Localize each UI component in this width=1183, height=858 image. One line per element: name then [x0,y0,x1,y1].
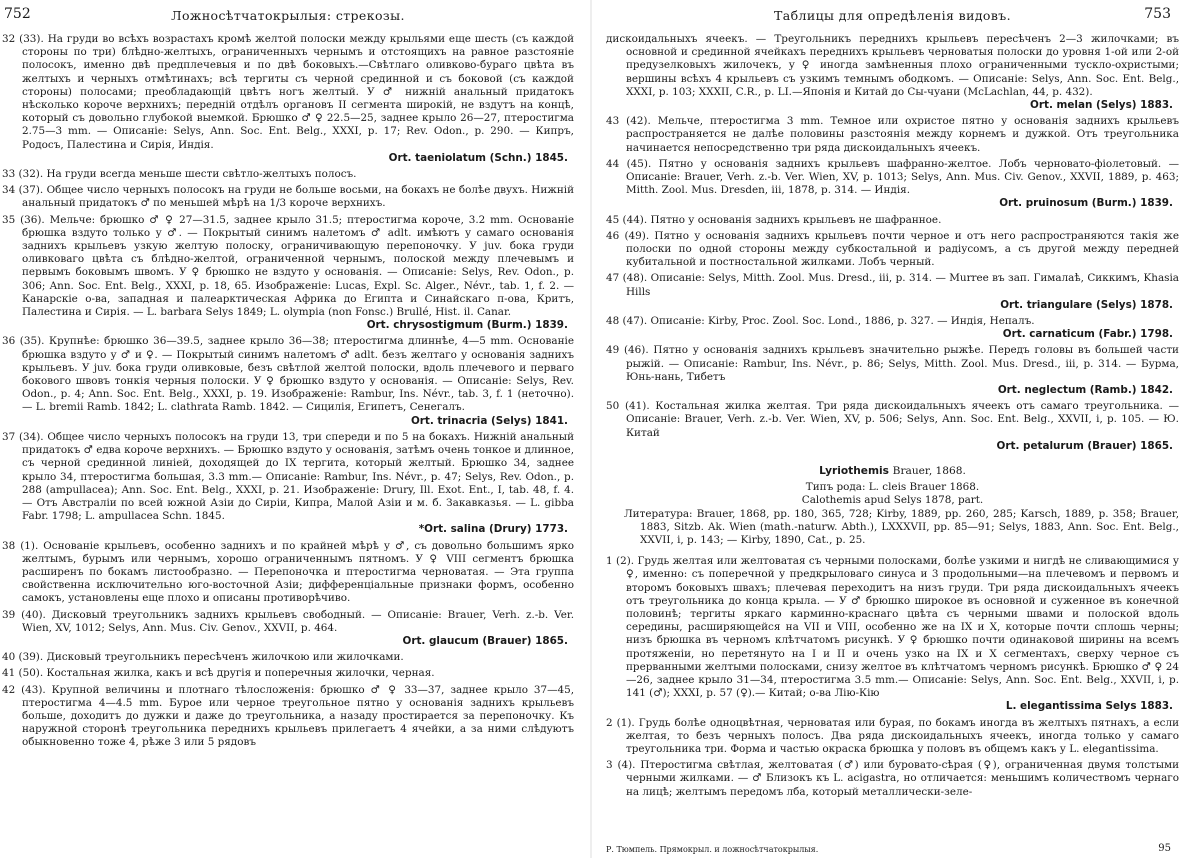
key-couplet: 33 (32). На груди всегда меньше шести свѣтло-желтыхъ полосъ. [2,168,357,181]
key-couplet: 35 (36). Мельче: брюшко ♂ ♀ 27—31.5, заднее крыло 31.5; птеростигма короче, 3.2 mm. Основаніе брюшка вздуто только у ♂. — Покрытый синимъ налетомъ ♂ adlt. имѣютъ у самаго основанія заднихъ крыльевъ узкую желтую полоску, ограничивающую перепоночку. У juv. бока груди оливковаго цвѣта съ блѣдно-желтой, ограниченной чернымъ, полоской между плечевымъ и первымъ боковымъ швомъ. У ♀ брюшко не вздуто у основанія. — Описаніе: Selys, Rev. Odon., p. 306; Ann. Soc. Ent. Belg., XXXI, p. 18, 65. Изображеніе: Lucas, Expl. Sc. Alger., Névr., tab. 1, f. 2. — Канарскіе о-ва, западная и палеарктическая Африка до Египта и Синайскаго п-ова, Критъ, Палестина и Сирія. — L. barbara Selys 1849; L. olympia (non Fonsc.) Brullé, Hist. il. Canar. [2,213,574,319]
species-name-line: Ort. petalurum (Brauer) 1865. [996,439,1173,452]
right-page-body-top [606,33,1179,453]
right-page-title: Таблицы для опредѣленія видовъ. [773,8,1011,23]
key-couplet: 40 (39). Дисковый треугольникъ пересѣченъ жилочкою или жилочками. [2,651,404,664]
species-name-line: Ort. pruinosum (Burm.) 1839. [999,197,1173,210]
footer-signature: Р. Тюмпель. Прямокрыл. и ложносѣтчатокрылыя. [606,845,819,854]
key-couplet: 3 (4). Птеростигма свѣтлая, желтоватая (♂) или буровато-сѣрая (♀), ограниченная двумя толстыми черными жилками. — ♂ Близокъ къ L. acigastra, но отличается: меньшимъ количествомъ чернаго на лицѣ; желтымъ передомъ лба, который металлически-зеле- [606,759,1179,798]
key-couplet: 38 (1). Основаніе крыльевъ, особенно заднихъ и по крайней мѣрѣ у ♂, съ довольно большимъ ярко желтымъ, бурымъ или чернымъ, хорошо ограниченнымъ пятномъ. У ♀ VIII сегментъ брюшка расширенъ по бокамъ листообразно. — Перепоночка и птеростигма черноватая. — Эта группа свойственна исключительно юго-восточной Азіи; дифференціальные признаки формъ, особенно самокъ, установлены еще плохо и описаны противорѣчиво. [2,539,574,605]
key-couplet: дискоидальныхъ ячеекъ. — Треугольникъ переднихъ крыльевъ пересѣченъ 2—3 жилочками; въ основной и срединной ячейкахъ переднихъ крыльевъ черноватыя полоски до уровня 1-ой или 2-ой предузелковыхъ жилочекъ, у ♀ иногда замѣненныя плохо ограниченными тускло-охристыми; вершины всѣхъ 4 крыльевъ съ узкимъ темнымъ ободкомъ. — Описаніе: Selys, Ann. Soc. Ent. Belg., XXXI, p. 103; XXXII, C.R., p. LI.—Японія и Китай до Сы-чуани (McLachlan, 44, p. 432). [606,33,1179,98]
genus-heading [606,465,1179,477]
left-page-title: Ложносѣтчатокрылыя: стрекозы. [171,8,405,23]
right-page [592,0,1183,858]
left-page-body [2,33,574,750]
key-couplet: 34 (37). Общее число черныхъ полосокъ на груди не больше восьми, на бокахъ не болѣе двухъ. Нижній анальный придатокъ ♂ по меньшей мѣрѣ на 1/3 короче верхнихъ. [2,184,574,210]
species-name-line: Ort. trinacria (Selys) 1841. [410,414,568,427]
key-couplet: 46 (49). Пятно у основанія заднихъ крыльевъ почти черное и отъ него распространяются такія же полоски по одной стороны между субкостальной и радіусомъ, а съ другой между передней кубитальной и постностальной жилками. Лобъ черный. [606,229,1179,269]
species-name-line: Ort. triangulare (Selys) 1878. [1000,298,1173,311]
key-couplet: 41 (50). Костальная жилка, какъ и всѣ другія и поперечныя жилочки, черная. [2,667,435,680]
species-name-line: Ort. melan (Selys) 1883. [1030,99,1173,112]
species-name-line: Ort. neglectum (Ramb.) 1842. [997,384,1173,397]
species-name-line: L. elegantissima Selys 1883. [1005,700,1173,713]
key-couplet: 42 (43). Крупной величины и плотнаго тѣлосложенія: брюшко ♂ ♀ 33—37, заднее крыло 37—45, птеростигма 4—4.5 mm. Бурое или черное треугольное пятно у основанія заднихъ крыльевъ больше, доходитъ до дужки и даже до треугольника, а назаду простирается за перепоночку. Къ наружной сторонѣ треугольника переднихъ крыльевъ прилегаетъ 4 ячейки, а за ними слѣдуютъ обыкновенно тоже 4, рѣже 3 или 5 рядовъ [2,683,574,749]
key-couplet: 50 (41). Костальная жилка желтая. Три ряда дискоидальныхъ ячеекъ отъ самаго треугольника. — Описаніе: Brauer, Verh. z.-b. Ver. Wien, XV, p. 506; Selys, Ann. Soc. Ent. Belg., XXVII, i, p. 105. — Ю. Китай [606,400,1179,439]
species-name-line: Ort. taeniolatum (Schn.) 1845. [388,151,568,164]
footer-sheet-number: 95 [1158,843,1171,854]
left-page-number: 752 [4,6,31,22]
key-couplet: 2 (1). Грудь болѣе одноцвѣтная, черноватая или бурая, по бокамъ иногда въ желтыхъ пятнахъ, а если желтая, то безъ черныхъ полосъ. Два ряда дискоидальныхъ ячеекъ, иногда только у самаго треугольника три. Форма и частью окраска брюшка у половъ въ общемъ какъ у L. elegantissima. [606,716,1179,755]
key-couplet: 37 (34). Общее число черныхъ полосокъ на груди 13, три спереди и по 5 на бокахъ. Нижній анальный придатокъ ♂ едва короче верхнихъ. — Брюшко вздуто у основанія, затѣмъ очень тонкое и длинное, съ черной срединной линіей, доходящей до IX тергита, который желтый. Брюшко 34, заднее крыло 34, птеростигма большая, 3.3 mm.— Описаніе: Rambur, Ins. Névr., p. 47; Selys, Rev. Odon., p. 288 (ampullacea); Ann. Soc. Ent. Belg., XXXI, p. 21. Изображеніе: Drury, Ill. Exot. Ent., I, tab. 48, f. 4. — Отъ Австраліи по всей южной Азіи до Сиріи, Кипра, Малой Азіи и м. б. Закавказья. — L. gibba Fabr. 1798; L. ampullacea Schn. 1845. [2,430,574,523]
key-couplet: 47 (48). Описаніе: Selys, Mitth. Zool. Mus. Dresd., iii, p. 314. — Murree въ зап. Гималаѣ, Сиккимъ, Khasia Hills [606,272,1179,298]
genus-synonym-line: Calothemis apud Selys 1878, part. [801,494,984,507]
genus-literature: Литература: Brauer, 1868, pp. 180, 365, 728; Kirby, 1889, pp. 260, 285; Karsch, 1889, p. 358; Brauer, 1883, Sitzb. Ak. Wien (math.-naturw. Abth.), LXXXVII, pp. 85—91; Selys, 1883, Ann. Soc. Ent. Belg., XXVII, i, p. 143; — Kirby, 1890, Cat., p. 25. [624,507,1179,546]
species-name-line: Ort. chrysostigmum (Burm.) 1839. [366,319,568,332]
key-couplet: 45 (44). Пятно у основанія заднихъ крыльевъ не шафранное. [606,213,942,226]
genus-author: Brauer, 1868. [892,465,966,478]
page-footer [606,845,1171,854]
genus-type-line: Типъ рода: L. cleis Brauer 1868. [805,481,980,494]
key-couplet: 43 (42). Мельче, птеростигма 3 mm. Темное или охристое пятно у основанія заднихъ крыльевъ распространяется не далѣе половины разстоянія между корнемъ и дужкой. Отъ треугольника начинается непосредственно три ряда дискоидальныхъ ячеекъ. [606,115,1179,154]
genus-name: Lyriothemis [819,465,889,478]
key-couplet: 36 (35). Крупнѣе: брюшко 36—39.5, заднее крыло 36—38; птеростигма длиннѣе, 4—5 mm. Основаніе брюшка вздуто у ♂ и ♀. — Покрытый синимъ налетомъ ♂ adlt. безъ желтаго у основанія заднихъ крыльевъ. У juv. бока груди оливковые, безъ свѣтлой желтой полоски, вдоль плечевого и перваго бокового швовъ тонкія черныя полоски. У ♀ брюшко вздуто у основанія. — Описаніе: Selys, Rev. Odon., p. 4; Ann. Soc. Ent. Belg., XXXI, p. 19. Изображеніе: Rambur, Ins. Névr., tab. 3, f. 1 (неточно). — L. bremii Ramb. 1842; L. clathrata Ramb. 1842. — Сицилія, Египетъ, Сенегалъ. [2,335,574,414]
key-couplet: 48 (47). Описаніе: Kirby, Proc. Zool. Soc. Lond., 1886, p. 327. — Индія, Непалъ. [606,315,1035,328]
key-couplet: 32 (33). На груди во всѣхъ возрастахъ кромѣ желтой полоски между крыльями еще шесть (съ каждой стороны по три) блѣдно-желтыхъ, ограниченныхъ чернымъ и отстоящихъ на равное разстояніе полосокъ, именно двѣ предплечевыя и по двѣ боковыхъ.—Свѣтлаго оливково-бураго цвѣта въ желтыхъ и черныхъ отмѣтинахъ; всѣ тергиты съ черной срединной и съ боковой (съ каждой стороны) полосами; преобладающій цвѣтъ ногъ желтый. У ♂ нижній анальный придатокъ нѣсколько короче верхнихъ; передній отдѣлъ органовъ II сегмента широкій, не вздутъ на концѣ, который съ довольно глубокой выемкой. Брюшко ♂ ♀ 22.5—25, заднее крыло 26—27, птеростигма 2.75—3 mm. — Описаніе: Selys, Ann. Soc. Ent. Belg., XXXI, p. 17; Rev. Odon., p. 290. — Кипръ, Родосъ, Палестина и Сирія, Индія. [2,33,574,151]
key-couplet: 49 (46). Пятно у основанія заднихъ крыльевъ значительно рыжѣе. Передъ головы въ большей части рыжій. — Описаніе: Rambur, Ins. Névr., p. 86; Selys, Mitth. Zool. Mus. Dresd., iii, p. 314. — Бурма, Юнь-нань, Тибетъ [606,344,1179,383]
right-page-body-bottom [606,555,1179,799]
key-couplet: 39 (40). Дисковый треугольникъ заднихъ крыльевъ свободный. — Описаніе: Brauer, Verh. z.-b. Ver. Wien, XV, 1012; Selys, Ann. Mus. Civ. Genov., XXVII, p. 464. [2,608,574,634]
key-couplet: 1 (2). Грудь желтая или желтоватая съ черными полосками, болѣе узкими и нигдѣ не сливающимися у ♀, именно: съ поперечной у предкрыловаго синуса и 3 продольными—на плечевомъ и первомъ и второмъ боковыхъ швахъ; плечевая переходитъ на низъ груди. Три ряда дискоидальныхъ ячеекъ отъ треугольника до конца крыла. — У ♂ брюшко широкое въ основной и суженное въ конечной половинѣ; тергиты яркаго карминно-краснаго цвѣта съ черными швами и полоской вдоль середины, расширяющейся на VII и VIII, особенно же на IX и X, которые почти сплошь черны; низъ брюшка въ черномъ клѣтчатомъ рисункѣ. У ♀ брюшко почти одинаковой ширины на всемъ протяженіи, но перетянуто на I и II и очень узко на IX и X сегментахъ, сверху черное съ прерванными желтыми полосками, снизу желтое въ клѣтчатомъ черномъ рисункѣ. Брюшко ♂ ♀ 24—26, заднее крыло 31—34, птеростигма 3.5 mm.— Описаніе: Selys, Ann. Soc. Ent. Belg., XXVII, i, p. 141 (♂); XXXI, p. 57 (♀).— Китай; о-ва Лію-Кію [606,555,1179,700]
species-name-line: Ort. carnaticum (Fabr.) 1798. [1002,328,1173,341]
key-couplet: 44 (45). Пятно у основанія заднихъ крыльевъ шафранно-желтое. Лобъ черновато-фіолетовый. — Описаніе: Brauer, Verh. z.-b. Ver. Wien, XV, p. 1013; Selys, Ann. Mus. Civ. Genov., XXVII, 1889, p. 463; Mitth. Zool. Mus. Dresden, iii, 1878, p. 314. — Индія. [606,157,1179,197]
left-page-header [2,4,574,30]
right-page-header [606,4,1179,30]
species-name-line: *Ort. salina (Drury) 1773. [418,523,568,536]
right-page-number: 753 [1144,6,1171,22]
species-name-line: Ort. glaucum (Brauer) 1865. [402,634,568,647]
